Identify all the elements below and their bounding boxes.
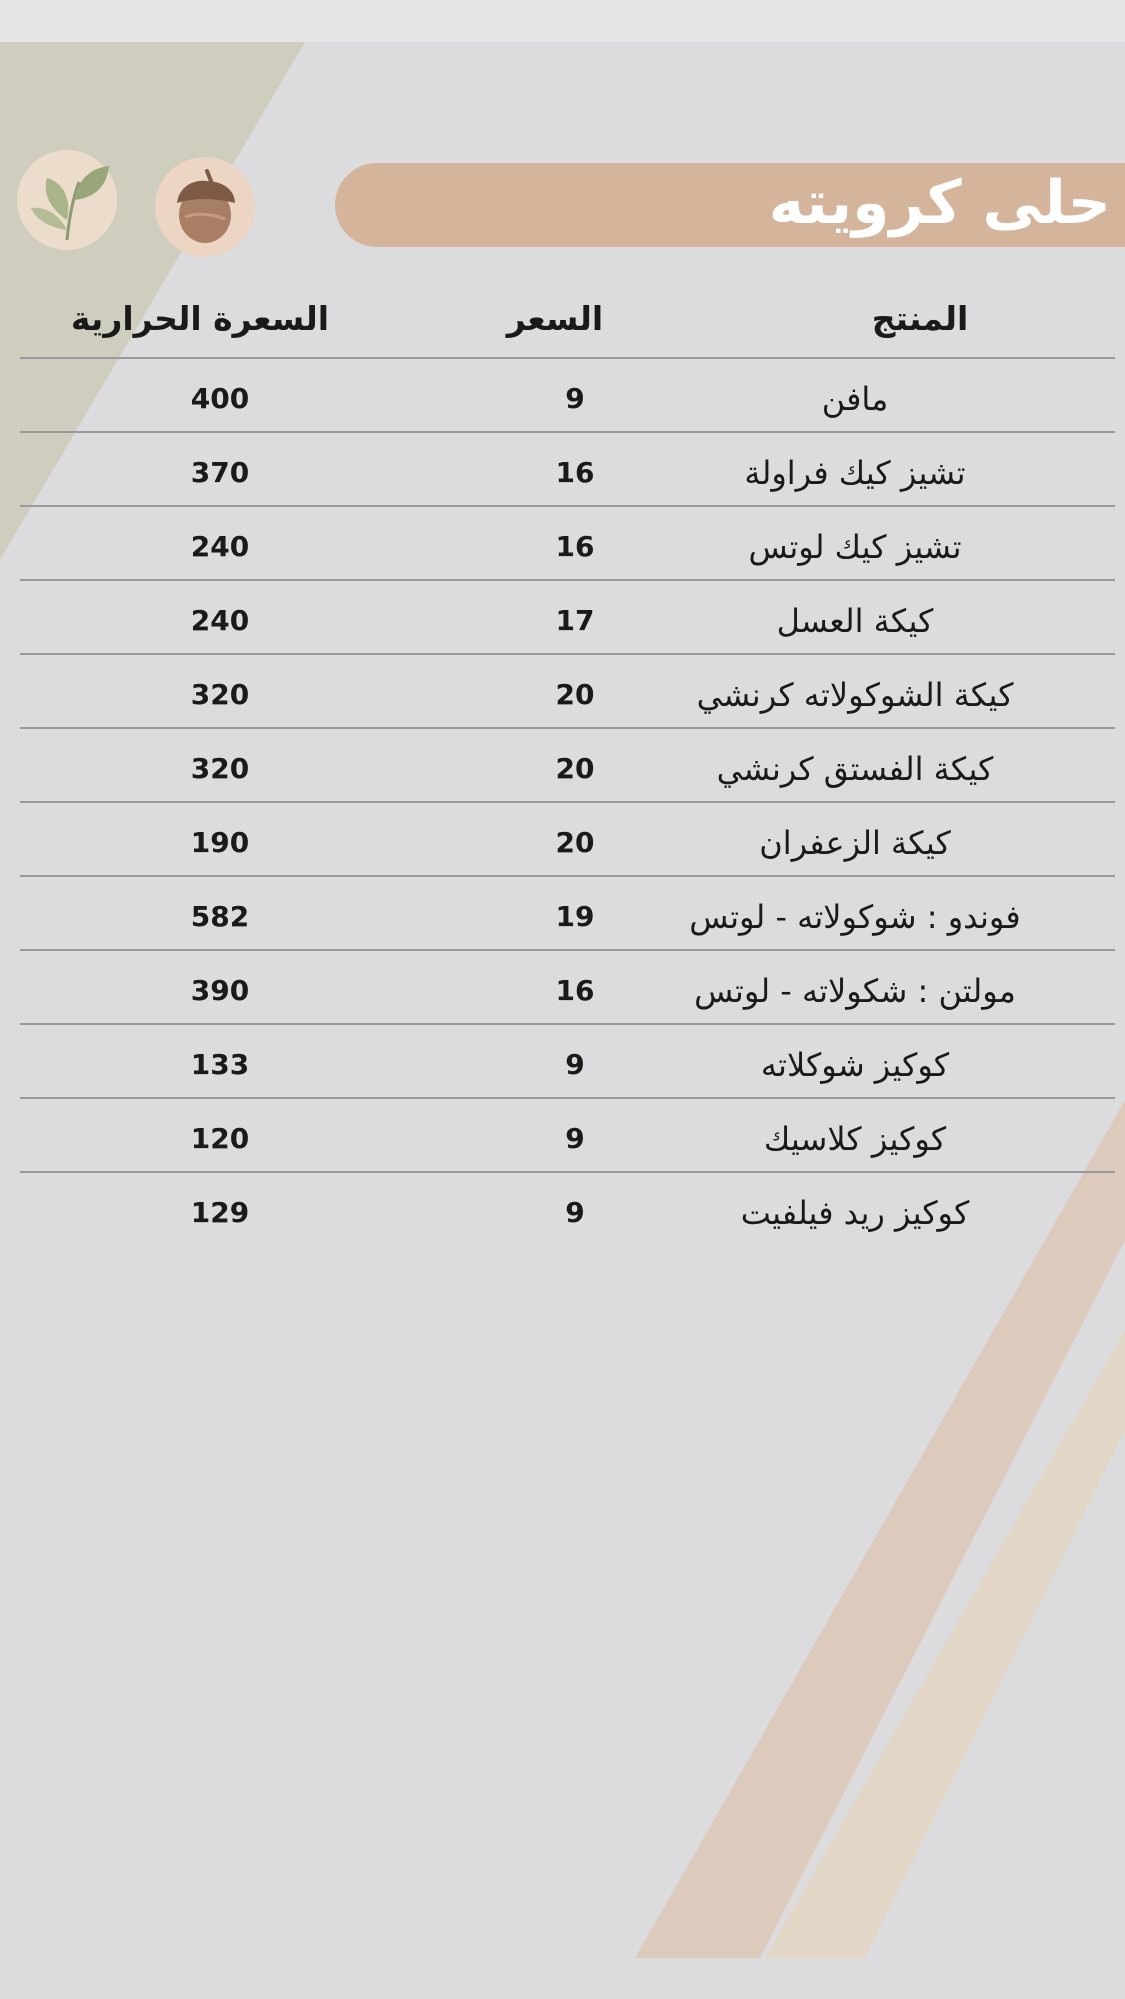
table-row: [20, 1023, 1115, 1099]
product-price: 16: [555, 530, 595, 563]
product-calories: 240: [190, 530, 250, 563]
product-calories: 320: [190, 678, 250, 711]
table-row: [20, 431, 1115, 507]
product-price: 19: [555, 900, 595, 933]
product-calories: 390: [190, 974, 250, 1007]
product-price: 16: [555, 456, 595, 489]
product-name: كوكيز كلاسيك: [763, 1120, 947, 1158]
product-calories: 370: [190, 456, 250, 489]
product-calories: 240: [190, 604, 250, 637]
table-row: [20, 875, 1115, 951]
product-price: 17: [555, 604, 595, 637]
header-price: السعر: [506, 299, 604, 338]
product-calories: 582: [190, 900, 250, 933]
header-product: المنتج: [871, 299, 969, 338]
product-name: تشيز كيك فراولة: [744, 454, 966, 492]
product-price: 9: [565, 1122, 585, 1155]
table-row: [20, 949, 1115, 1025]
product-price: 9: [565, 1048, 585, 1081]
product-name: كوكيز شوكلاته: [760, 1046, 950, 1084]
product-name: كيكة الزعفران: [759, 824, 951, 862]
leaf-icon: [17, 150, 117, 250]
header-calories: السعرة الحرارية: [70, 299, 330, 338]
product-name: كوكيز ريد فيلفيت: [740, 1194, 970, 1232]
table-row: [20, 357, 1115, 433]
product-price: 20: [555, 826, 595, 859]
product-name: كيكة الفستق كرنشي: [716, 750, 994, 788]
acorn-icon: [155, 157, 255, 257]
table-row: [20, 801, 1115, 877]
product-calories: 190: [190, 826, 250, 859]
page-title: حلى كرويته: [768, 168, 1111, 238]
product-calories: 400: [190, 382, 250, 415]
product-price: 9: [565, 1196, 585, 1229]
table-row: [20, 579, 1115, 655]
product-calories: 133: [190, 1048, 250, 1081]
product-name: مافن: [821, 380, 889, 418]
table-row: [20, 505, 1115, 581]
product-price: 20: [555, 752, 595, 785]
product-name: كيكة الشوكولاته كرنشي: [696, 676, 1014, 714]
product-name: تشيز كيك لوتس: [748, 528, 962, 566]
product-price: 20: [555, 678, 595, 711]
table-row: [20, 1171, 1115, 1247]
product-price: 9: [565, 382, 585, 415]
product-name: فوندو : شوكولاته - لوتس: [689, 898, 1021, 936]
product-calories: 120: [190, 1122, 250, 1155]
table-row: [20, 1097, 1115, 1173]
product-name: مولتن : شكولاته - لوتس: [694, 972, 1016, 1010]
product-name: كيكة العسل: [776, 602, 934, 640]
table-row: [20, 653, 1115, 729]
product-calories: 129: [190, 1196, 250, 1229]
title-banner: [335, 163, 1125, 247]
table-row: [20, 727, 1115, 803]
product-calories: 320: [190, 752, 250, 785]
product-price: 16: [555, 974, 595, 1007]
